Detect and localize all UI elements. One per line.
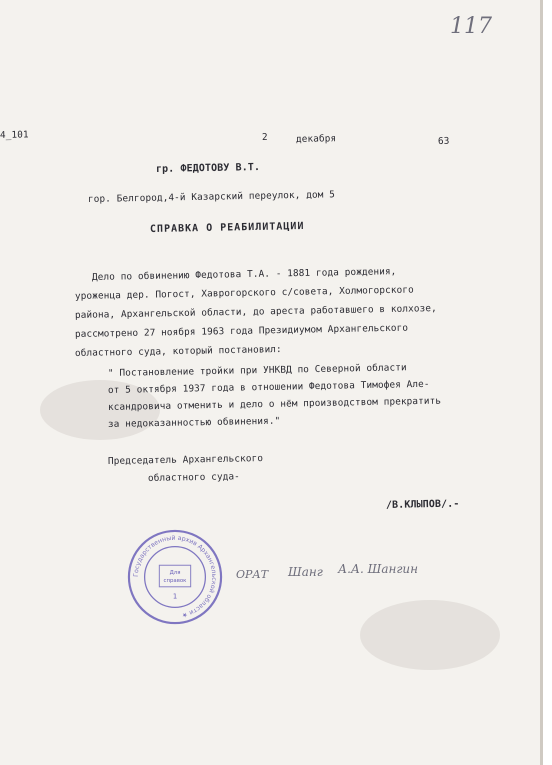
svg-text:Для: Для [169, 570, 181, 577]
body-line: Дело по обвинению Федотова Т.А. - 1881 года рождения, [91, 266, 397, 283]
svg-text:справок: справок [163, 577, 187, 584]
addressee-name: гр. ФЕДОТОВУ В.Т. [155, 162, 261, 175]
quote-line: " Постановление тройки при УНКВД по Северной области [107, 362, 407, 379]
pencil-note: А.А. Шангин [338, 562, 419, 576]
pencil-note: ОРАТ [236, 568, 269, 581]
pencil-note: Шанг [288, 565, 323, 579]
quote-line: за недоказанностью обвинения." [107, 415, 281, 430]
svg-text:1: 1 [172, 592, 178, 601]
page-number: 117 [450, 14, 492, 39]
body-line: уроженца дер. Погост, Хаврогорского с/совета, Холмогорского [74, 284, 414, 302]
signature: /В.КЛЫПОВ/.- [385, 498, 460, 511]
ref-number: 4_101 [0, 129, 29, 141]
svg-text:Государственный архив Архангел: Государственный архив Архангельской области ★ [132, 534, 218, 619]
signatory-title: областного суда- [147, 471, 241, 484]
document-title: СПРАВКА О РЕАБИЛИТАЦИИ [149, 221, 305, 235]
date-month: декабря [295, 133, 337, 145]
date-year: 63 [437, 135, 450, 147]
body-line: рассмотрено 27 ноября 1963 года Президиумом Архангельского [74, 322, 409, 340]
signatory-title: Председатель Архангельского [107, 453, 264, 467]
body-line: района, Архангельской области, до ареста работавшего в колхозе, [74, 303, 437, 321]
round-seal-stamp [126, 528, 224, 626]
date-day: 2 [261, 131, 268, 143]
addressee-address: гор. Белгород,4-й Казарский переулок, дом 5 [87, 189, 336, 205]
quote-line: от 5 октября 1937 года в отношении Федотова Тимофея Але- [107, 378, 430, 396]
paper-stain [360, 600, 500, 670]
quote-line: ксандровича отменить и дело о нём производством прекратить [107, 395, 442, 413]
body-line: областного суда, который постановил: [74, 344, 282, 359]
